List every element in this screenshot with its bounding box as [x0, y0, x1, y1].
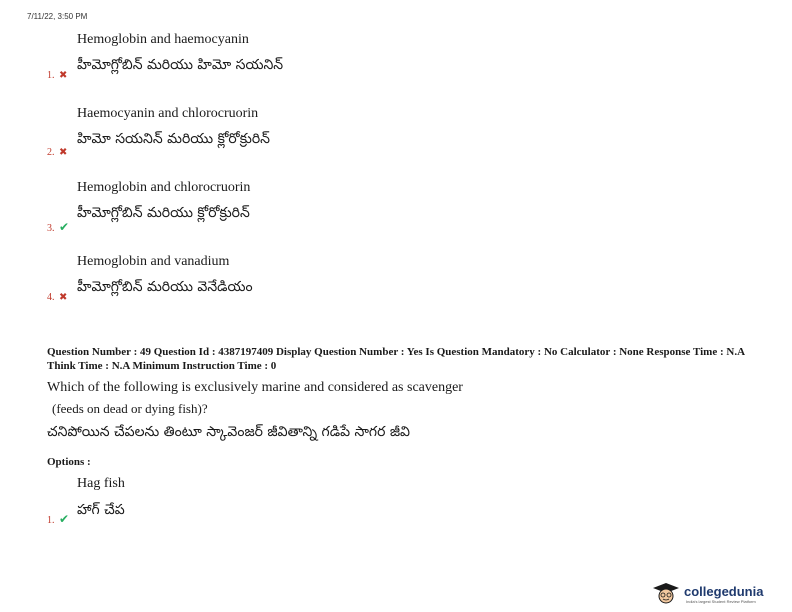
option-english: Hemoglobin and vanadium	[77, 254, 230, 269]
check-icon: ✔	[59, 512, 70, 526]
option-telugu: హిమో సయనిన్ మరియు క్లోరోక్రురిన్	[77, 131, 270, 147]
option-number-wrap	[47, 147, 67, 158]
option-number-wrap	[47, 292, 67, 303]
collegedunia-logo	[651, 580, 791, 606]
option-telugu: హీమోగ్లోబిన్ మరియు వెనేడియం	[77, 279, 253, 295]
option-english: Hemoglobin and haemocyanin	[77, 32, 249, 47]
brand-name: collegedunia	[684, 584, 764, 599]
timestamp: 7/11/22, 3:50 PM	[27, 12, 88, 21]
cross-icon: ✖	[59, 292, 68, 303]
mascot-icon	[651, 580, 681, 606]
option-number: 1.	[47, 70, 55, 81]
option-number: 3.	[47, 223, 55, 234]
option-number-wrap	[47, 220, 69, 235]
question-text-english: Which of the following is exclusively marine and considered as scavenger	[47, 380, 463, 395]
option-number: 2.	[47, 147, 55, 158]
option-english: Hag fish	[77, 476, 125, 491]
option-number-wrap	[47, 70, 67, 81]
option-number-wrap	[47, 512, 69, 527]
check-icon: ✔	[59, 220, 70, 234]
option-telugu: హీమోగ్లోబిన్ మరియు క్లోరోక్రురిన్	[77, 205, 250, 221]
option-english: Haemocyanin and chlorocruorin	[77, 106, 259, 121]
option-telugu: హీమోగ్లోబిన్ మరియు హిమో సయనిన్	[77, 57, 284, 73]
option-number: 1.	[47, 515, 55, 526]
option-number: 4.	[47, 292, 55, 303]
question-meta: Question Number : 49 Question Id : 4387197409 Display Question Number : Yes Is Question Mandatory : No Calculator : None Response Time : N.A Think Time : N.A Minimum Instruction Time : 0	[47, 346, 745, 372]
cross-icon: ✖	[59, 147, 68, 158]
question-text-english-line2: (feeds on dead or dying fish)?	[52, 401, 208, 416]
cross-icon: ✖	[59, 70, 68, 81]
option-english: Hemoglobin and chlorocruorin	[77, 180, 251, 195]
question-text-telugu: చనిపోయిన చేపలను తింటూ స్కావెంజర్ జీవితాన్ని గడిపే సాగర జీవి	[47, 424, 411, 440]
option-telugu: హాగ్ చేప	[77, 502, 125, 518]
brand-tagline: India's largest Student Review Platform	[686, 599, 756, 604]
options-label: Options :	[47, 456, 91, 468]
